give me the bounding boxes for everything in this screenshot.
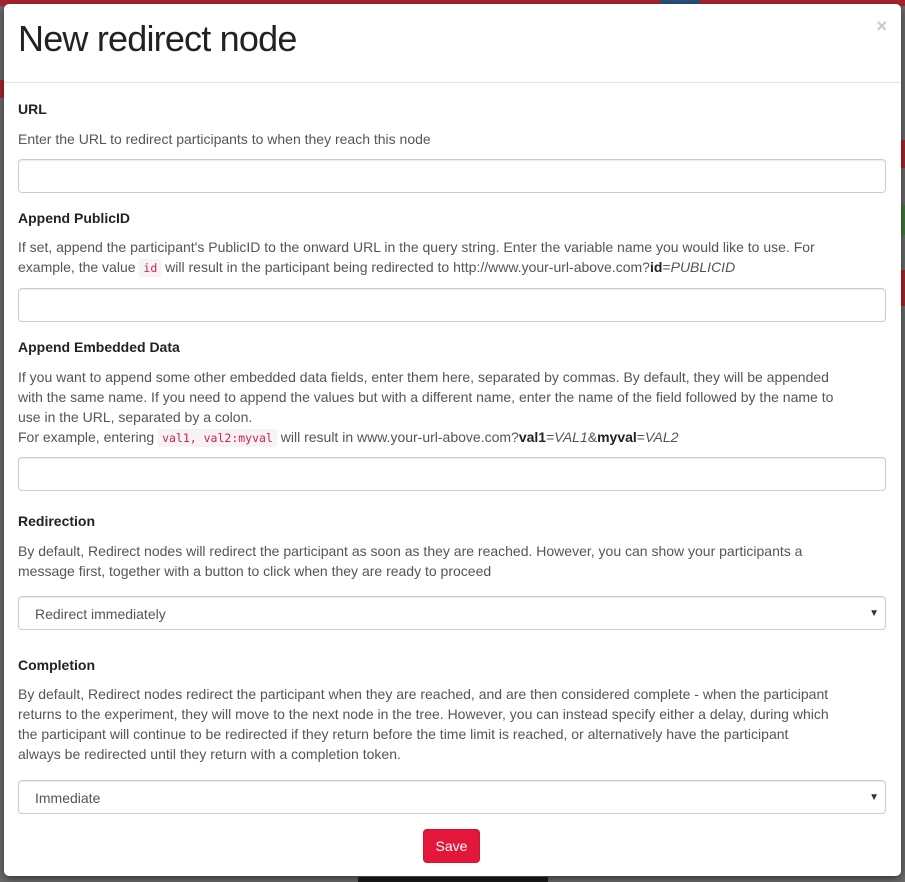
param-value: PUBLICID <box>670 259 736 275</box>
caret-down-icon: ▼ <box>869 608 879 619</box>
redirect-node-dialog <box>4 4 901 876</box>
param-name: myval <box>597 429 637 445</box>
embedded-data-help-line: If you want to append some other embedded data fields, enter them here, separated by commas. By default, they will be appended <box>18 369 829 385</box>
public-id-help-line <box>18 257 815 278</box>
url-help: Enter the URL to redirect participants to when they reach this node <box>18 131 431 147</box>
equals-sign: = <box>546 429 555 445</box>
dialog-header <box>4 4 901 83</box>
param-name: val1 <box>518 429 547 445</box>
public-id-help-line: If set, append the participant's PublicID to the onward URL in the query string. Enter the variable name you would like to use. For <box>18 239 815 255</box>
redirection-help-line: By default, Redirect nodes will redirect the participant as soon as they are reached. However, you can show your participants a <box>18 543 803 559</box>
embedded-data-input[interactable] <box>18 457 886 491</box>
caret-down-icon: ▼ <box>869 792 879 803</box>
completion-selected-value: Immediate <box>35 790 101 806</box>
help-text: will result in www.your-url-above.com? <box>280 429 519 445</box>
equals-sign: = <box>636 429 645 445</box>
ampersand: & <box>587 429 598 445</box>
help-text: example, the value <box>18 259 136 275</box>
redirection-select[interactable] <box>18 596 886 630</box>
completion-label: Completion <box>18 657 95 673</box>
dialog-title: New redirect node <box>18 18 297 59</box>
save-button[interactable]: Save <box>423 829 480 863</box>
param-value: VAL2 <box>644 429 679 445</box>
embedded-data-help <box>18 367 833 448</box>
url-input[interactable] <box>18 159 886 193</box>
embedded-data-help-line: with the same name. If you need to append the values but with a different name, enter the name of the field followed by the name to <box>18 389 834 405</box>
public-id-input[interactable] <box>18 288 886 322</box>
completion-select[interactable] <box>18 780 886 814</box>
public-id-code-example: id <box>139 259 161 277</box>
public-id-help <box>18 237 815 278</box>
url-label: URL <box>18 101 47 117</box>
equals-sign: = <box>662 259 671 275</box>
embedded-data-label: Append Embedded Data <box>18 339 180 355</box>
embedded-data-help-line <box>18 427 833 448</box>
help-text: For example, entering <box>18 429 155 445</box>
param-value: VAL1 <box>554 429 588 445</box>
public-id-label: Append PublicID <box>18 210 130 226</box>
redirection-help <box>18 541 802 581</box>
completion-help <box>18 684 829 764</box>
backdrop-strip <box>358 877 548 882</box>
completion-help-line: returns to the experiment, they will move to the next node in the tree. However, you can instead specify either a delay, during which <box>18 706 829 722</box>
redirection-help-line: message first, together with a button to click when they are ready to proceed <box>18 563 492 579</box>
completion-help-line: By default, Redirect nodes redirect the participant when they are reached, and are then considered complete - when the participant <box>18 686 829 702</box>
embedded-data-help-line: use in the URL, separated by a colon. <box>18 409 253 425</box>
embedded-data-code-example: val1, val2:myval <box>158 429 277 447</box>
redirection-selected-value: Redirect immediately <box>35 606 166 622</box>
completion-help-line: the participant will continue to be redirected if they return before the time limit is reached, or alternatively have the participant <box>18 726 789 742</box>
help-text: will result in the participant being redirected to http://www.your-url-above.com? <box>165 259 650 275</box>
param-name: id <box>649 259 663 275</box>
completion-help-line: always be redirected until they return with a completion token. <box>18 746 401 762</box>
redirection-label: Redirection <box>18 513 96 529</box>
close-button[interactable]: × <box>876 16 887 36</box>
